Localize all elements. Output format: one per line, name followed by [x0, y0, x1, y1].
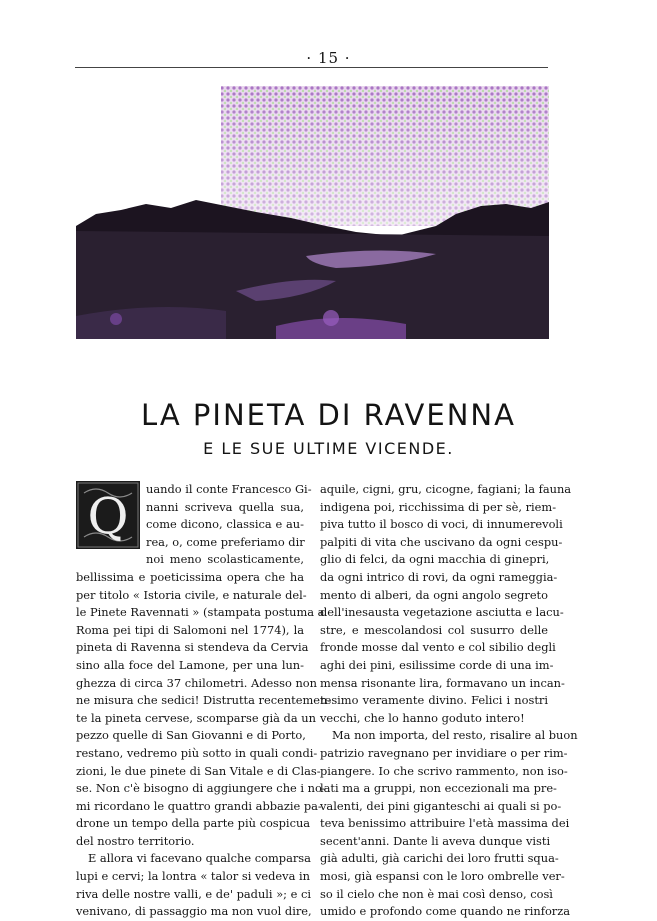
text-line: se. Non c'è bisogno di aggiungere che i no- [76, 781, 326, 796]
text-line: aghi dei pini, esilissime corde di una im- [320, 657, 554, 672]
article-title: LA PINETA DI RAVENNA [141, 398, 516, 432]
text-line: secent'anni. Dante li aveva dunque visti [320, 833, 551, 848]
text-line: rea, o, come preferiamo dir [146, 534, 305, 549]
text-line: pezzo quelle di San Giovanni e di Porto, [76, 728, 306, 743]
text-line: mosi, già espansi con le loro ombrelle ver- [320, 869, 565, 884]
text-line: valenti, dei pini giganteschi ai quali si po- [320, 798, 562, 813]
text-line: E allora vi facevano qualche comparsa [88, 851, 311, 866]
drop-cap [76, 481, 140, 549]
text-line: glio di felci, da ogni macchia di ginepri, [320, 552, 550, 567]
text-line: già adulti, già carichi dei loro frutti squa- [320, 851, 559, 866]
text-line: umido e profondo come quando ne rinforza [320, 904, 571, 919]
text-line: bellissima e poeticissima opera che ha [76, 569, 304, 584]
text-line: mensa risonante lira, formavano un incan- [320, 675, 565, 690]
text-line: vecchi, che lo hanno goduto intero! [320, 710, 525, 725]
text-line: per titolo « Istoria civile, e naturale del- [76, 587, 307, 602]
text-line: come dicono, classica e au- [146, 517, 304, 532]
text-line: piangere. Io che scrivo rammento, non iso- [320, 763, 568, 778]
text-line: palpiti di vita che uscivano da ogni cespu- [320, 534, 563, 549]
text-line: pineta di Ravenna si stendeva da Cervia [76, 640, 309, 655]
text-line: piva tutto il bosco di voci, di innumerevoli [320, 517, 563, 532]
page-number: · 15 · [306, 49, 351, 67]
text-line: teva benissimo attribuire l'età massima dei [320, 816, 570, 831]
right-column [320, 481, 578, 921]
text-line: mento di alberi, da ogni angolo segreto [320, 587, 548, 602]
text-line: indigena poi, ricchissima di per sè, riem- [320, 499, 557, 514]
text-line: fronde mosse dal vento e col sibilio degli [320, 640, 556, 655]
text-line: zioni, le due pinete di San Vitale e di Clas- [76, 763, 321, 778]
text-line: ghezza di circa 37 chilometri. Adesso non [76, 675, 317, 690]
text-line: patrizio ravegnano per invidiare o per rim- [320, 745, 568, 760]
text-line: ne misura che sedici! Distrutta recentemen- [76, 693, 332, 708]
text-line: sino alla foce del Lamone, per una lun- [76, 657, 304, 672]
text-line: drone un tempo della parte più cospicua [76, 816, 311, 831]
article-subtitle: E LE SUE ULTIME VICENDE. [203, 439, 454, 458]
text-line: mi ricordano le quattro grandi abbazie pa- [76, 798, 322, 813]
text-line: lupi e cervi; la lontra « talor si vedeva in [76, 869, 310, 884]
text-line: so il cielo che non è mai così denso, così [320, 886, 553, 901]
text-line: te la pineta cervese, scomparse già da un [76, 710, 316, 725]
text-line: riva delle nostre valli, e de' paduli »; e ci [76, 886, 312, 901]
text-line: tesimo veramente divino. Felici i nostri [320, 693, 548, 708]
text-line: dell'inesausta vegetazione asciutta e lacu- [320, 605, 564, 620]
text-line: nanni scriveva quella sua, [146, 499, 304, 514]
landscape-photo [76, 86, 549, 339]
text-line: Roma pei tipi di Salomoni nel 1774), la [76, 622, 304, 637]
text-line: lati ma a gruppi, non eccezionali ma pre- [320, 781, 557, 796]
drop-cap-letter: Q [87, 487, 129, 545]
header-rule [75, 67, 548, 68]
text-line: Ma non importa, del resto, risalire al buon [332, 728, 578, 743]
left-column [76, 481, 332, 921]
text-line: stre, e mescolandosi col susurro delle [320, 622, 548, 637]
text-line: noi meno scolasticamente, [146, 552, 304, 567]
text-line: da ogni intrico di rovi, da ogni rameggia- [320, 569, 558, 584]
text-line: restano, vedremo più sotto in quali condi- [76, 745, 318, 760]
text-line: venivano, di passaggio ma non vuol dire, [76, 904, 312, 919]
text-line: del nostro territorio. [76, 833, 195, 848]
text-line: uando il conte Francesco Gi- [146, 482, 312, 496]
text-line: aquile, cigni, gru, cicogne, fagiani; la fauna [320, 482, 572, 496]
text-line: le Pinete Ravennati » (stampata postuma a [76, 605, 325, 620]
